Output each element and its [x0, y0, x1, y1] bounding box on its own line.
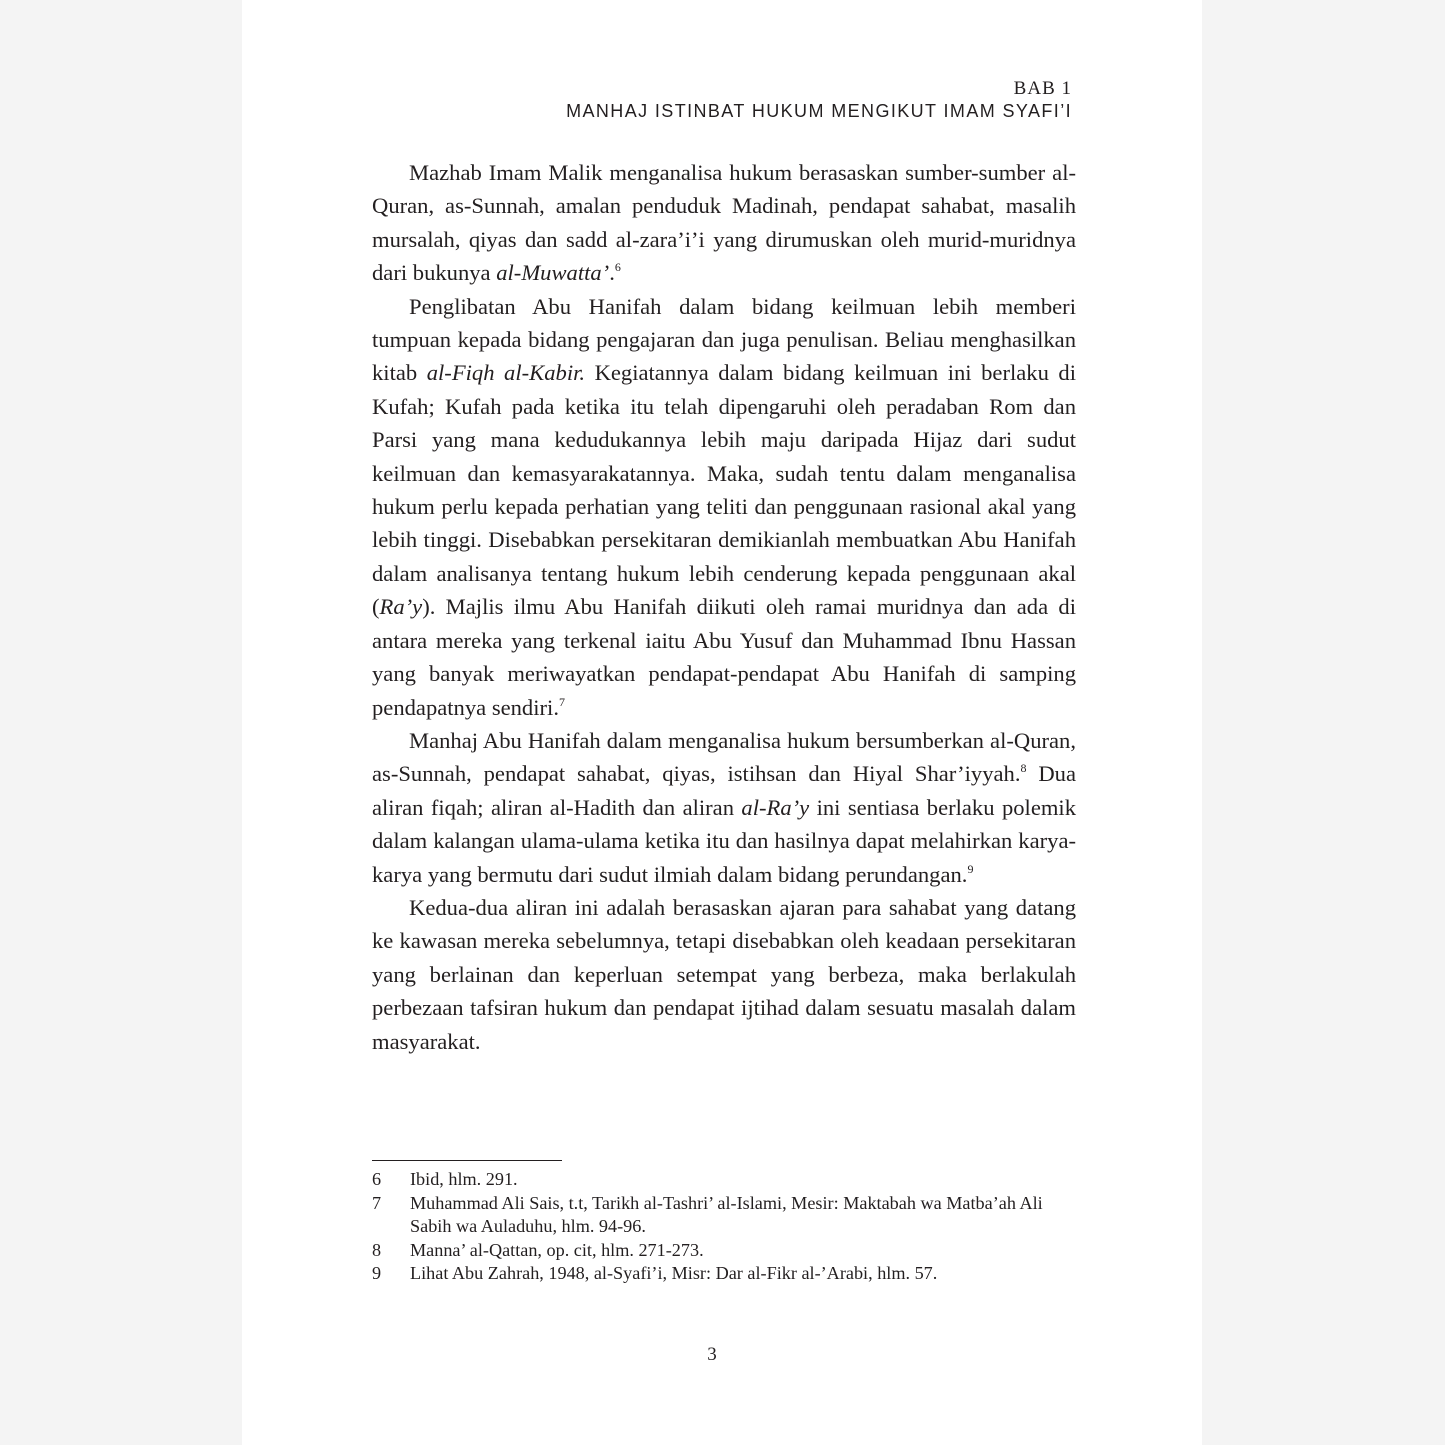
paragraph-text: ). Majlis ilmu Abu Hanifah diikuti oleh ramai muridnya dan ada di antara mereka yang terkenal iaitu Abu Yusuf dan Muhammad Ibnu Hassan yang banyak meriwayatkan pendapat-pendapat Abu Hanifah di samping pendapatnya sendiri.: [372, 594, 1076, 720]
term-italic: al-Ra’y: [741, 794, 810, 820]
footnote-number: 8: [372, 1239, 382, 1260]
body-text: [372, 156, 1076, 1058]
paragraph-text: Kegiatannya dalam bidang keilmuan ini berlaku di Kufah; Kufah pada ketika itu telah dipengaruhi oleh peradaban Rom dan Parsi yang mana kedudukannya lebih maju daripada Hijaz dari sudut keilmuan dan kemasyarakatannya. Maka, sudah tentu dalam menganalisa hukum perlu kepada perhatian yang teliti dan penggunaan rasional akal yang lebih tinggi. Disebabkan persekitaran demikianlah membuatkan Abu Hanifah dalam analisanya tentang hukum lebih cenderung kepada penggunaan akal (: [372, 360, 1076, 620]
paragraph-1: [372, 156, 1076, 290]
running-head: [566, 78, 1072, 122]
footnote-text: Lihat Abu Zahrah, 1948, al-Syafi’i, Misr: Dar al-Fikr al-’Arabi, hlm. 57.: [410, 1263, 938, 1283]
footnote-6: [372, 1168, 1077, 1192]
footnote-divider: [372, 1160, 562, 1161]
chapter-label: BAB 1: [1013, 78, 1072, 99]
paragraph-text: Penglibatan Abu Hanifah dalam bidang keilmuan lebih memberi tumpuan kepada bidang pengajaran dan juga penulisan. Beliau menghasilkan kitab: [372, 293, 1076, 386]
footnote-8: [372, 1239, 1077, 1263]
footnotes: [372, 1168, 1077, 1286]
paragraph-text: .: [609, 260, 615, 286]
paragraph-text: Dua aliran fiqah; aliran al-Hadith dan aliran: [372, 761, 1076, 820]
footnote-ref-6[interactable]: 6: [614, 260, 621, 275]
footnote-text: Muhammad Ali Sais, t.t, Tarikh al-Tashri’ al-Islami, Mesir: Maktabah wa Matba’ah Ali Sabih wa Auladuhu, hlm. 94-96.: [410, 1192, 1043, 1236]
book-title-italic: al-Fiqh al-Kabir.: [426, 360, 586, 386]
paragraph-text: Manhaj Abu Hanifah dalam menganalisa hukum bersumberkan al-Quran, as-Sunnah, pendapat sahabat, qiyas, istihsan dan Hiyal Shar’iyyah.: [372, 727, 1076, 787]
footnote-7: [372, 1192, 1077, 1239]
paragraph-4: [372, 891, 1076, 1058]
footnote-9: [372, 1262, 1077, 1286]
footnote-ref-7[interactable]: 7: [558, 694, 565, 709]
footnote-number: 6: [372, 1169, 382, 1189]
book-page: [242, 0, 1202, 1445]
paragraph-3: [372, 724, 1076, 891]
footnote-ref-9[interactable]: 9: [967, 861, 974, 876]
paragraph-2: [372, 290, 1076, 724]
term-italic: Ra’y: [379, 594, 423, 620]
paragraph-text: Mazhab Imam Malik menganalisa hukum berasaskan sumber-sumber al-Quran, as-Sunnah, amalan penduduk Madinah, pendapat sahabat, masalih mursalah, qiyas dan sadd al-zara’i’i yang dirumuskan oleh murid-muridnya dari bukunya: [372, 160, 1076, 286]
paragraph-text: Kedua-dua aliran ini adalah berasaskan ajaran para sahabat yang datang ke kawasan mereka sebelumnya, tetapi disebabkan oleh keadaan persekitaran yang berlainan dan keperluan setempat yang berbeza, maka berlakulah perbezaan tafsiran hukum dan pendapat ijtihad dalam sesuatu masalah dalam masyarakat.: [372, 894, 1076, 1054]
footnote-text: Ibid, hlm. 291.: [410, 1169, 518, 1189]
chapter-title: MANHAJ ISTINBAT HUKUM MENGIKUT IMAM SYAFI’I: [566, 101, 1072, 121]
footnote-number: 7: [372, 1192, 382, 1213]
footnote-ref-8[interactable]: 8: [1020, 761, 1027, 776]
footnote-text: Manna’ al-Qattan, op. cit, hlm. 271-273.: [410, 1239, 704, 1260]
page-number: 3: [707, 1344, 717, 1365]
book-title-italic: al-Muwatta’: [496, 260, 610, 286]
footnote-number: 9: [372, 1263, 382, 1283]
paragraph-text: ini sentiasa berlaku polemik dalam kalangan ulama-ulama ketika itu dan hasilnya dapat melahirkan karya-karya yang bermutu dari sudut ilmiah dalam bidang perundangan.: [372, 794, 1076, 887]
